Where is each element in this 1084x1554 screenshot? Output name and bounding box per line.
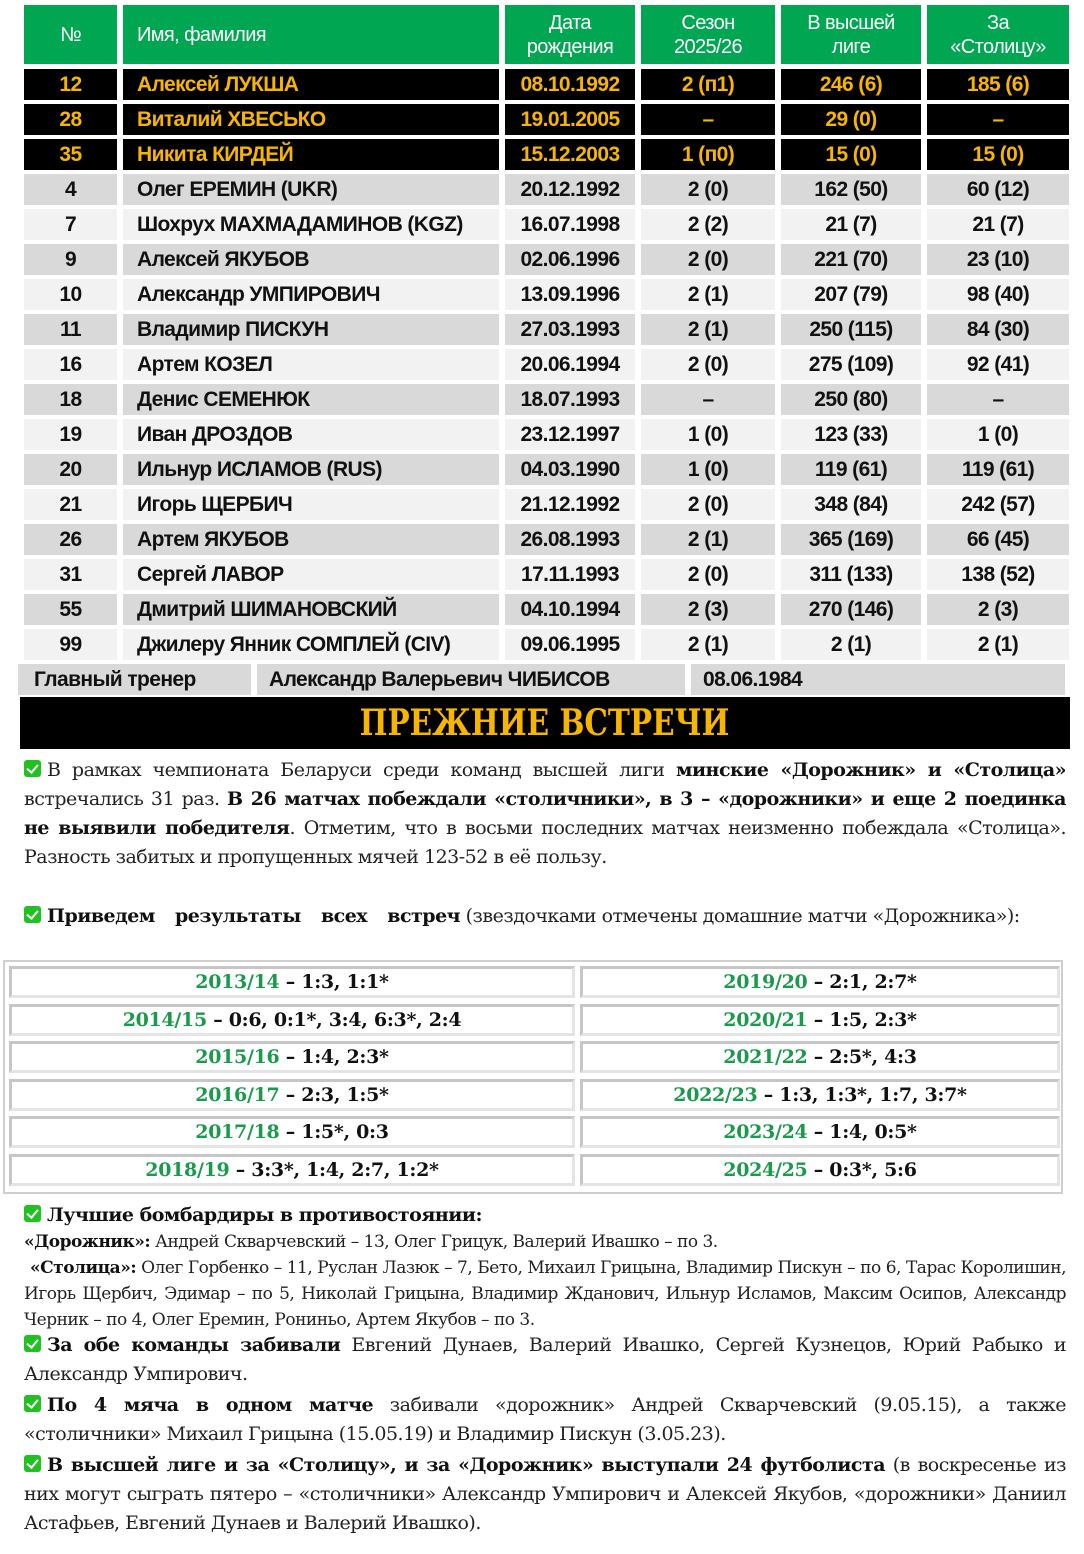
cell-club: 138 (52) [927,559,1069,590]
cell-name: Денис СЕМЕНЮК [123,384,499,415]
results-intro-text: (звездочками отмечены домашние матчи «Дорожника»): [460,905,1020,927]
cell-num: 10 [24,279,117,310]
cell-club: – [927,384,1069,415]
cell-league: 162 (50) [781,174,921,205]
four-goals-text: забивали «дорожник» Андрей Скварчевский (9.05.15), а также «столичники» Михаил Грицына (15.05.19) и Владимир Пискун (3.05.23). [24,1394,1067,1445]
cell-club: 23 (10) [927,244,1069,275]
player-row [24,347,1071,382]
results-intro [24,902,1066,931]
player-row [24,312,1071,347]
both-teams-paragraph [24,1331,1066,1389]
result-scores: – 1:4, 2:3* [279,1046,389,1068]
both-teams-bold: За обе команды забивали [47,1334,341,1356]
cell-num: 12 [24,69,117,100]
cell-num: 28 [24,104,117,135]
result-season: 2017/18 [195,1121,280,1143]
cell-num: 99 [24,629,117,660]
result-season: 2023/24 [723,1121,808,1143]
result-cell [9,1004,575,1036]
player-row [24,382,1071,417]
both-clubs-text: (в воскресенье из них могут сыграть пятеро – «столичники» Александр Умпирович и Алексей Якубов, «дорожники» Даниил Астафьев, Евгений Дунаев и Валерий Ивашко). [24,1454,1066,1534]
cell-season: 1 (0) [641,419,775,450]
cell-season: – [641,104,775,135]
result-scores: – 2:5*, 4:3 [807,1046,917,1068]
section-title: ПРЕЖНИЕ ВСТРЕЧИ [360,702,730,744]
header-season: Сезон 2025/26 [641,5,775,64]
result-cell [580,1004,1060,1036]
cell-name: Джилеру Янник СОМПЛЕЙ (CIV) [123,629,499,660]
cell-league: 207 (79) [781,279,921,310]
cell-club: 15 (0) [927,139,1069,170]
coach-row [24,664,1071,697]
cell-dob: 16.07.1998 [505,209,635,240]
result-cell [9,1116,575,1148]
cell-club: 66 (45) [927,524,1069,555]
cell-season: 2 (0) [641,489,775,520]
cell-club: 119 (61) [927,454,1069,485]
cell-dob: 04.03.1990 [505,454,635,485]
cell-season: 2 (1) [641,524,775,555]
result-scores: – 2:3, 1:5* [279,1083,389,1106]
cell-league: 29 (0) [781,104,921,135]
cell-club: 2 (1) [927,629,1069,660]
result-cell [580,1116,1060,1148]
result-scores: – 1:4, 0:5* [807,1121,917,1143]
cell-dob: 23.12.1997 [505,419,635,450]
cell-dob: 27.03.1993 [505,314,635,345]
result-scores: – 1:3, 1:3*, 1:7, 3:7* [757,1083,967,1106]
cell-club: 98 (40) [927,279,1069,310]
cell-league: 221 (70) [781,244,921,275]
intro-bold-1: минские «Дорожник» и «Столица» [675,759,1066,781]
cell-name: Артем ЯКУБОВ [123,524,499,555]
cell-dob: 08.10.1992 [505,69,635,100]
cell-club: 242 (57) [927,489,1069,520]
cell-league: 311 (133) [781,559,921,590]
intro-text-3: . Отметим, что в восьми последних матчах неизменно побеждала «Столица». Разность забитых и пропущенных мячей 123-52 в её пользу. [24,817,1066,868]
results-grid [3,960,1063,1194]
cell-dob: 20.12.1992 [505,174,635,205]
player-row [24,172,1071,207]
scorers-stolitsa-text: Олег Горбенко – 11, Руслан Лазюк – 7, Бето, Михаил Грицына, Владимир Пискун – по 6, Тарас Королишин, Игорь Щербич, Эдимар – по 5, Николай Грицына, Владимир Жданович, Ильнур Исламов, Максим Осипов, Александр Черник – по 4, Олег Еремин, Рониньо, Артем Якубов – по 3. [24,1258,1066,1330]
intro-text-1: В рамках чемпионата Беларуси среди команд высшей лиги [47,759,676,781]
cell-club: – [927,104,1069,135]
cell-season: 2 (0) [641,349,775,380]
cell-league: 123 (33) [781,419,921,450]
cell-dob: 15.12.2003 [505,139,635,170]
cell-club: 92 (41) [927,349,1069,380]
player-row [24,522,1071,557]
header-num: № [24,5,117,64]
cell-league: 348 (84) [781,489,921,520]
cell-name: Артем КОЗЕЛ [123,349,499,380]
player-row [24,417,1071,452]
result-scores: – 3:3*, 1:4, 2:7, 1:2* [229,1158,439,1181]
checkbox-check-icon [24,1395,41,1412]
result-cell [9,1154,575,1186]
roster-table [24,5,1071,697]
result-season: 2022/23 [673,1083,758,1106]
coach-name: Александр Валерьевич ЧИБИСОВ [257,664,685,695]
checkbox-check-icon [24,906,41,923]
cell-name: Шохрух МАХМАДАМИНОВ (KGZ) [123,209,499,240]
scorers-block [24,1201,1066,1333]
result-cell [580,1154,1060,1186]
cell-season: 2 (2) [641,209,775,240]
result-scores: – 1:3, 1:1* [279,971,389,993]
cell-league: 15 (0) [781,139,921,170]
both-clubs-paragraph [24,1451,1066,1538]
header-dob: Дата рождения [505,5,635,64]
checkbox-check-icon [24,1455,41,1472]
cell-season: 1 (0) [641,454,775,485]
result-scores: – 1:5, 2:3* [807,1008,917,1031]
cell-name: Дмитрий ШИМАНОВСКИЙ [123,594,499,625]
cell-num: 18 [24,384,117,415]
cell-league: 119 (61) [781,454,921,485]
cell-name: Сергей ЛАВОР [123,559,499,590]
roster-header-row [24,5,1071,64]
result-season: 2021/22 [723,1046,808,1068]
section-title-bar [20,697,1070,749]
result-season: 2018/19 [145,1158,230,1181]
player-row [24,487,1071,522]
cell-club: 60 (12) [927,174,1069,205]
cell-num: 20 [24,454,117,485]
result-season: 2014/15 [122,1008,207,1031]
checkbox-check-icon [24,1205,41,1222]
cell-league: 250 (115) [781,314,921,345]
result-scores: – 0:6, 0:1*, 3:4, 6:3*, 2:4 [206,1008,462,1031]
intro-text-2: встречались 31 раз. [24,788,228,810]
cell-season: 2 (0) [641,244,775,275]
result-season: 2019/20 [723,971,808,993]
cell-season: – [641,384,775,415]
cell-season: 2 (1) [641,314,775,345]
both-clubs-bold: В высшей лиге и за «Столицу», и за «Дорожник» выступали 24 футболиста [47,1454,886,1476]
player-row [24,592,1071,627]
cell-league: 21 (7) [781,209,921,240]
cell-name: Александр УМПИРОВИЧ [123,279,499,310]
cell-club: 185 (6) [927,69,1069,100]
intro-bold-2: В 26 матчах побеждали «столичники», в 3 – «дорожники» и еще 2 поединка не выявили победителя [24,788,1066,839]
coach-dob: 08.06.1984 [691,664,1065,695]
cell-name: Иван ДРОЗДОВ [123,419,499,450]
cell-dob: 19.01.2005 [505,104,635,135]
results-column-left [9,966,575,1191]
result-scores: – 0:3*, 5:6 [807,1158,917,1181]
cell-league: 275 (109) [781,349,921,380]
cell-dob: 26.08.1993 [505,524,635,555]
cell-num: 55 [24,594,117,625]
result-cell [580,966,1060,998]
header-club: За «Столицу» [927,5,1069,64]
scorers-dorozhnik-text: Андрей Скварчевский – 13, Олег Грицук, Валерий Ивашко – по 3. [150,1232,718,1252]
cell-dob: 18.07.1993 [505,384,635,415]
player-row [24,207,1071,242]
cell-num: 4 [24,174,117,205]
cell-name: Алексей ЛУКША [123,69,499,100]
cell-num: 7 [24,209,117,240]
cell-league: 270 (146) [781,594,921,625]
cell-dob: 02.06.1996 [505,244,635,275]
cell-dob: 09.06.1995 [505,629,635,660]
cell-dob: 20.06.1994 [505,349,635,380]
cell-num: 26 [24,524,117,555]
goalkeeper-row [24,67,1071,102]
cell-name: Владимир ПИСКУН [123,314,499,345]
cell-league: 250 (80) [781,384,921,415]
scorers-title: Лучшие бомбардиры в противостоянии: [47,1204,482,1226]
player-row [24,277,1071,312]
cell-dob: 21.12.1992 [505,489,635,520]
results-intro-bold: Приведем результаты всех встреч [47,905,461,927]
cell-club: 2 (3) [927,594,1069,625]
cell-club: 1 (0) [927,419,1069,450]
player-row [24,242,1071,277]
cell-name: Олег ЕРЕМИН (UKR) [123,174,499,205]
cell-season: 2 (0) [641,174,775,205]
results-column-right [580,966,1060,1191]
header-name: Имя, фамилия [123,5,499,64]
cell-name: Виталий ХВЕСЬКО [123,104,499,135]
result-season: 2016/17 [195,1083,280,1106]
cell-club: 84 (30) [927,314,1069,345]
result-cell [9,1079,575,1111]
result-season: 2020/21 [723,1008,808,1031]
checkbox-check-icon [24,760,41,777]
goalkeeper-row [24,102,1071,137]
cell-name: Игорь ЩЕРБИЧ [123,489,499,520]
cell-dob: 17.11.1993 [505,559,635,590]
result-cell [580,1079,1060,1111]
cell-season: 2 (п1) [641,69,775,100]
cell-num: 9 [24,244,117,275]
cell-num: 21 [24,489,117,520]
cell-season: 2 (0) [641,559,775,590]
goalkeeper-row [24,137,1071,172]
intro-paragraph [24,756,1066,872]
scorers-stolitsa-label: «Столица»: [30,1258,137,1278]
result-season: 2015/16 [195,1046,280,1068]
cell-num: 11 [24,314,117,345]
four-goals-paragraph [24,1391,1066,1449]
both-teams-text: Евгений Дунаев, Валерий Ивашко, Сергей Кузнецов, Юрий Рабыко и Александр Умпирович. [24,1334,1066,1385]
cell-club: 21 (7) [927,209,1069,240]
cell-num: 35 [24,139,117,170]
player-row [24,627,1071,662]
cell-dob: 13.09.1996 [505,279,635,310]
cell-name: Алексей ЯКУБОВ [123,244,499,275]
cell-dob: 04.10.1994 [505,594,635,625]
cell-season: 2 (1) [641,629,775,660]
result-cell [580,1041,1060,1073]
header-league: В высшей лиге [781,5,921,64]
cell-season: 2 (1) [641,279,775,310]
cell-num: 31 [24,559,117,590]
scorers-dorozhnik-label: «Дорожник»: [24,1232,151,1252]
cell-season: 2 (3) [641,594,775,625]
cell-league: 365 (169) [781,524,921,555]
result-season: 2024/25 [723,1158,808,1181]
coach-label: Главный тренер [18,664,251,695]
result-season: 2013/14 [195,971,280,993]
player-row [24,452,1071,487]
cell-num: 16 [24,349,117,380]
cell-league: 246 (6) [781,69,921,100]
cell-num: 19 [24,419,117,450]
four-goals-bold: По 4 мяча в одном матче [47,1394,374,1416]
player-row [24,557,1071,592]
cell-league: 2 (1) [781,629,921,660]
cell-name: Ильнур ИСЛАМОВ (RUS) [123,454,499,485]
cell-season: 1 (п0) [641,139,775,170]
result-scores: – 2:1, 2:7* [807,971,917,993]
result-cell [9,1041,575,1073]
result-scores: – 1:5*, 0:3 [279,1121,389,1143]
checkbox-check-icon [24,1335,41,1352]
result-cell [9,966,575,998]
cell-name: Никита КИРДЕЙ [123,139,499,170]
roster-body [24,67,1071,662]
